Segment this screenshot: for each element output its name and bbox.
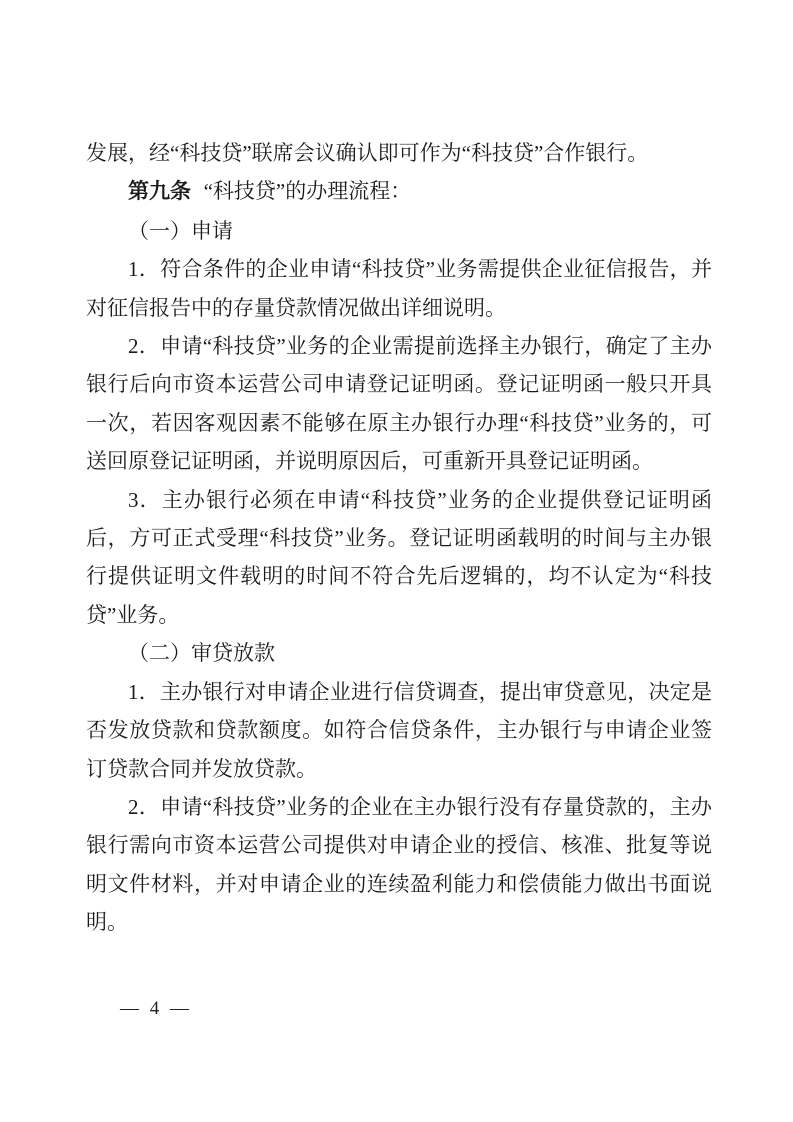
- paragraph: [86, 212, 712, 250]
- paragraph-text: 发展，经“科技贷”联席会议确认即可作为“科技贷”合作银行。: [86, 141, 649, 165]
- paragraph-text: 1．主办银行对申请企业进行信贷调查，提出审贷意见，决定是否发放贷款和贷款额度。如符合信贷条件，主办银行与申请企业签订贷款合同并发放贷款。: [86, 679, 712, 781]
- paragraph: [86, 172, 712, 211]
- page-number: — 4 —: [120, 998, 192, 1019]
- paragraph-text: “科技贷”的办理流程：: [203, 179, 412, 204]
- document-body: [86, 134, 712, 942]
- paragraph-text: （二）审贷放款: [128, 641, 275, 666]
- paragraph-text: 1．符合条件的企业申请“科技贷”业务需提供企业征信报告，并对征信报告中的存量贷款情况做出详细说明。: [86, 257, 712, 320]
- paragraph: [86, 788, 712, 942]
- paragraph-text: （一）申请: [128, 218, 233, 243]
- paragraph: [86, 327, 712, 481]
- paragraph: [86, 673, 712, 788]
- paragraph: [86, 250, 712, 327]
- paragraph-text: 3．主办银行必须在申请“科技贷”业务的企业提供登记证明函后，方可正式受理“科技贷”业务。登记证明函载明的时间与主办银行提供证明文件载明的时间不符合先后逻辑的，均不认定为“科技贷”业务。: [86, 487, 712, 627]
- paragraph: [86, 134, 712, 172]
- paragraph: [86, 634, 712, 672]
- paragraph: [86, 481, 712, 635]
- paragraph-text: 2．申请“科技贷”业务的企业在主办银行没有存量贷款的，主办银行需向市资本运营公司提供对申请企业的授信、核准、批复等说明文件材料，并对申请企业的连续盈利能力和偿债能力做出书面说明。: [86, 794, 712, 935]
- clause-heading: 第九条: [128, 180, 191, 204]
- paragraph-text: 2．申请“科技贷”业务的企业需提前选择主办银行，确定了主办银行后向市资本运营公司申请登记证明函。登记证明函一般只开具一次，若因客观因素不能够在原主办银行办理“科技贷”业务的，可送回原登记证明函，并说明原因后，可重新开具登记证明函。: [86, 334, 712, 474]
